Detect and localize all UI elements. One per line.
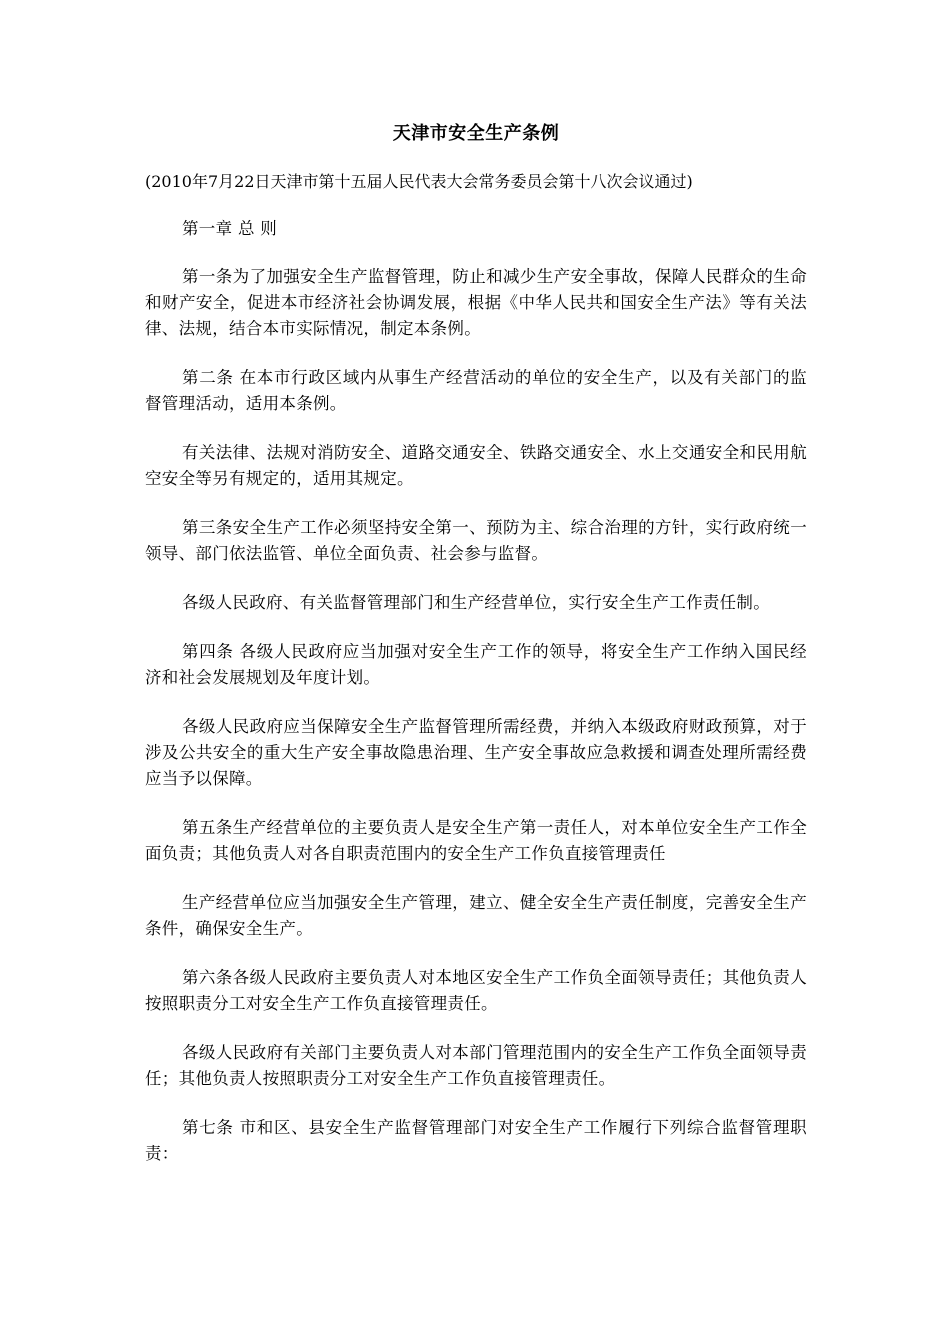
document-body [145,120,807,1190]
paragraph-article-3-clause: 各级人民政府、有关监督管理部门和生产经营单位，实行安全生产工作责任制。 [182,593,770,612]
paragraph-article-1: 第一条为了加强安全生产监督管理，防止和减少生产安全事故，保障人民群众的生命和财产安全，促进本市经济社会协调发展，根据《中华人民共和国安全生产法》等有关法律、法规，结合本市实际情况，制定本条例。 [145,267,807,338]
paragraph-article-6: 第六条各级人民政府主要负责人对本地区安全生产工作负全面领导责任；其他负责人按照职责分工对安全生产工作负直接管理责任。 [145,968,807,1013]
paragraph-article-4-clause: 各级人民政府应当保障安全生产监督管理所需经费，并纳入本级政府财政预算，对于涉及公共安全的重大生产安全事故隐患治理、生产安全事故应急救援和调查处理所需经费应当予以保障。 [145,717,807,788]
document-title: 天津市安全生产条例 [392,123,560,144]
paragraph-article-3: 第三条安全生产工作必须坚持安全第一、预防为主、综合治理的方针，实行政府统一领导、部门依法监管、单位全面负责、社会参与监督。 [145,518,807,563]
document-subtitle: (2010年7月22日天津市第十五届人民代表大会常务委员会第十八次会议通过) [145,172,693,191]
paragraph-article-2: 第二条 在本市行政区域内从事生产经营活动的单位的安全生产，以及有关部门的监督管理活动，适用本条例。 [145,368,807,413]
paragraph-article-5-clause: 生产经营单位应当加强安全生产管理，建立、健全安全生产责任制度，完善安全生产条件，确保安全生产。 [145,893,807,938]
paragraph-article-7: 第七条 市和区、县安全生产监督管理部门对安全生产工作履行下列综合监督管理职责： [145,1118,807,1163]
paragraph-article-6-clause: 各级人民政府有关部门主要负责人对本部门管理范围内的安全生产工作负全面领导责任；其他负责人按照职责分工对安全生产工作负直接管理责任。 [145,1043,807,1088]
paragraph-article-4: 第四条 各级人民政府应当加强对安全生产工作的领导，将安全生产工作纳入国民经济和社会发展规划及年度计划。 [145,642,807,687]
chapter-heading: 第一章 总 则 [182,219,278,238]
paragraph-article-2-clause: 有关法律、法规对消防安全、道路交通安全、铁路交通安全、水上交通安全和民用航空安全等另有规定的，适用其规定。 [145,443,807,488]
paragraph-article-5: 第五条生产经营单位的主要负责人是安全生产第一责任人，对本单位安全生产工作全面负责；其他负责人对各自职责范围内的安全生产工作负直接管理责任 [145,818,807,863]
